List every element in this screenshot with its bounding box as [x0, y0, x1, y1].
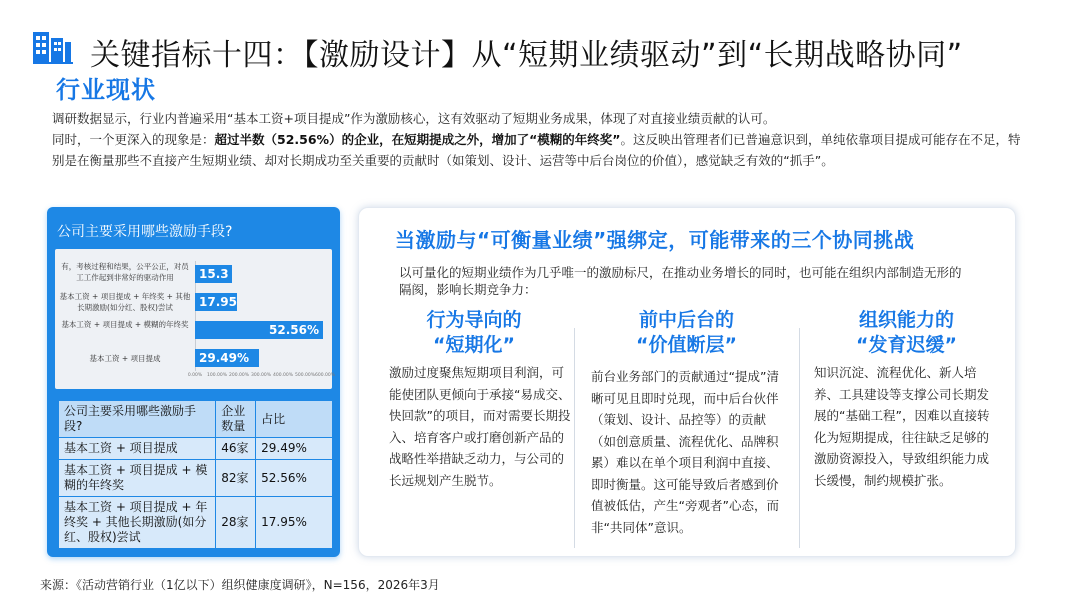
challenge-1-body: 激励过度聚焦短期项目利润，可能使团队更倾向于承接“易成交、快回款”的项目，而对需要长期投入、培育客户或打磨创新产品的战略性举措缺乏动力，与公司的长远规划产生脱节。 [389, 365, 571, 488]
mini-chart-label: 基本工资 + 项目提成 [89, 354, 161, 363]
source-note: 来源：《活动营销行业（1亿以下）组织健康度调研》，N=156，2026年3月 [40, 578, 440, 592]
mini-chart-x-axis [187, 373, 336, 383]
mini-chart-tick: 100.00% [206, 373, 228, 378]
mini-chart-tick: 600.00% [314, 373, 336, 378]
table-row [59, 497, 333, 549]
table-cell: 基本工资 + 项目提成 [59, 438, 216, 460]
table-cell: 52.56% [256, 460, 333, 497]
table-row [59, 460, 333, 497]
column-divider [799, 328, 800, 548]
mini-chart-label: 基本工资 + 项目提成 + 模糊的年终奖 [61, 320, 189, 329]
mini-chart-tick: 500.00% [294, 373, 316, 378]
mini-chart-bar: 29.49% [195, 349, 259, 367]
table-cell: 29.49% [256, 438, 333, 460]
section-title: 行业现状 [56, 76, 156, 104]
table-cell: 46家 [216, 438, 256, 460]
table-cell: 基本工资 + 项目提成 + 年终奖 + 其他长期激励(如分红、股权)尝试 [59, 497, 216, 549]
building-icon [33, 30, 73, 64]
column-divider [574, 328, 575, 548]
table-cell: 28家 [216, 497, 256, 549]
mini-chart-tick: 0.00% [187, 373, 203, 378]
challenges-panel [358, 207, 1016, 557]
mini-bar-chart [55, 249, 336, 389]
mini-chart-tick: 200.00% [228, 373, 250, 378]
challenge-2-body: 前台业务部门的贡献通过“提成”清晰可见且即时兑现，而中后台伙伴（策划、设计、品控等）的贡献（如创意质量、流程优化、品牌积累）难以在单个项目利润中直接、即时衡量。这可能导致后者感到价值被低估，产生“旁观者”心态，而非“共同体”意识。 [591, 369, 779, 535]
table-header-cell: 占比 [256, 401, 333, 438]
challenge-1-title: 行为导向的 “短期化” [426, 309, 522, 356]
intro-line-1: 调研数据显示，行业内普遍采用“基本工资+项目提成”作为激励核心，这有效驱动了短期业务成果，体现了对直接业绩贡献的认可。 [52, 111, 776, 126]
table-cell: 17.95% [256, 497, 333, 549]
mini-chart-bar: 15.3 [195, 265, 232, 283]
mini-chart-tick: 400.00% [272, 373, 294, 378]
challenges-description: 以可量化的短期业绩作为几乎唯一的激励标尺，在推动业务增长的同时，也可能在组织内部制造无形的隔阂，影响长期竞争力： [399, 265, 962, 297]
panel-header: 公司主要采用哪些激励手段? [57, 224, 233, 240]
table-header-row [59, 401, 333, 438]
table-header-cell: 企业数量 [216, 401, 256, 438]
table-row [59, 438, 333, 460]
challenge-3-body: 知识沉淀、流程优化、新人培养、工具建设等支撑公司长期发展的“基础工程”，因难以直接转化为短期提成，往往缺乏足够的激励资源投入，导致组织能力成长缓慢，制约规模扩张。 [814, 365, 990, 488]
challenges-title: 当激励与“可衡量业绩”强绑定，可能带来的三个协同挑战 [395, 228, 915, 252]
intro-highlight: 超过半数（52.56%）的企业，在短期提成之外，增加了“模糊的年终奖” [214, 132, 621, 147]
intro-line-2: 同时，一个更深入的现象是：超过半数（52.56%）的企业，在短期提成之外，增加了“模糊的年终奖”。这反映出管理者们已普遍意识到，单纯依靠项目提成可能存在不足，特别是在衡量那些不直接产生短期业绩、却对长期成功至关重要的贡献时（如策划、设计、运营等中后台岗位的价值），感觉缺乏有效的“抓手”。 [52, 132, 1021, 168]
page-title: 关键指标十四：【激励设计】从“短期业绩驱动”到“长期战略协同” [90, 38, 963, 73]
mini-chart-label: 有，考核过程和结果，公平公正，对员工工作起到非常好的驱动作用 [61, 262, 189, 282]
table-cell: 基本工资 + 项目提成 + 模糊的年终奖 [59, 460, 216, 497]
incentive-table [58, 400, 333, 549]
mini-chart-tick: 300.00% [250, 373, 272, 378]
table-header-cell: 公司主要采用哪些激励手段? [59, 401, 216, 438]
challenge-2-title: 前中后台的 “价值断层” [636, 309, 737, 356]
mini-chart-bar: 17.95 [195, 293, 237, 311]
table-cell: 82家 [216, 460, 256, 497]
mini-chart-label: 基本工资 + 项目提成 + 年终奖 + 其他长期激励(如分红、股权)尝试 [59, 292, 191, 312]
intro-text [52, 108, 1032, 171]
mini-chart-bar: 52.56% [195, 321, 323, 339]
challenge-3-title: 组织能力的 “发育迟缓” [856, 309, 957, 356]
